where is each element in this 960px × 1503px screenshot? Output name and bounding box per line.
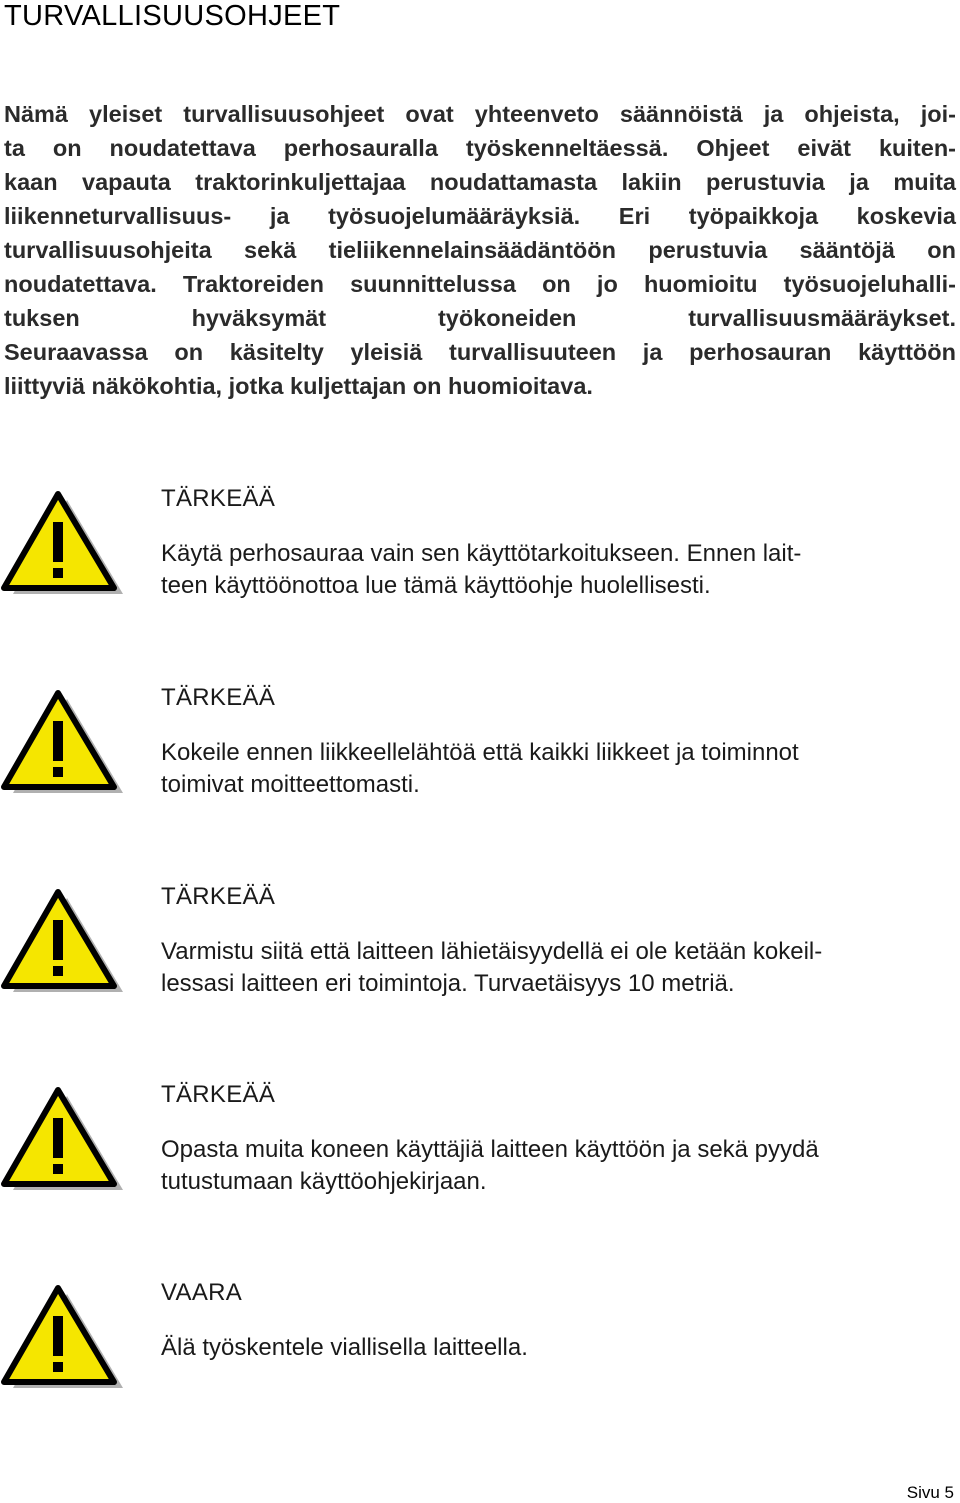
notice-line: Älä työskentele viallisella laitteella. <box>161 1334 528 1361</box>
notice-body <box>161 737 941 801</box>
notice-line: teen käyttöönottoa lue tämä käyttöohje huolellisesti. <box>161 572 711 599</box>
notice-heading: TÄRKEÄÄ <box>161 485 276 512</box>
notice-body <box>161 1134 941 1198</box>
intro-line: turvallisuusohjeita sekä tieliikennelainsäädäntöön perustuvia sääntöjä on <box>4 237 956 263</box>
warning-triangle-icon <box>0 886 124 994</box>
intro-paragraph <box>4 97 956 403</box>
notice-heading: TÄRKEÄÄ <box>161 883 276 910</box>
intro-line: liittyviä näkökohtia, jotka kuljettajan on huomioitava. <box>4 373 593 399</box>
warning-triangle-icon <box>0 687 124 795</box>
intro-line: Seuraavassa on käsitelty yleisiä turvallisuuteen ja perhosauran käyttöön <box>4 339 956 365</box>
intro-line: tuksen hyväksymät työkoneiden turvallisuusmääräykset. <box>4 305 956 331</box>
notice-line: toimivat moitteettomasti. <box>161 771 420 798</box>
warning-triangle-icon <box>0 1282 124 1390</box>
notice-line: tutustumaan käyttöohjekirjaan. <box>161 1168 487 1195</box>
intro-line: kaan vapauta traktorinkuljettajaa noudattamasta lakiin perustuvia ja muita <box>4 169 956 195</box>
intro-line: noudatettava. Traktoreiden suunnittelussa on jo huomioitu työsuojeluhalli- <box>4 271 956 297</box>
notice-line: Opasta muita koneen käyttäjiä laitteen käyttöön ja sekä pyydä <box>161 1136 819 1163</box>
page-title: TURVALLISUUSOHJEET <box>4 0 341 32</box>
notice-heading: VAARA <box>161 1279 243 1306</box>
warning-triangle-icon <box>0 488 124 596</box>
notice-body <box>161 936 941 1000</box>
notice-line: lessasi laitteen eri toimintoja. Turvaetäisyys 10 metriä. <box>161 970 735 997</box>
notice-heading: TÄRKEÄÄ <box>161 1081 276 1108</box>
notice-body <box>161 538 941 602</box>
intro-line: liikenneturvallisuus- ja työsuojelumääräyksiä. Eri työpaikkoja koskevia <box>4 203 956 229</box>
intro-line: ta on noudatettava perhosauralla työskenneltäessä. Ohjeet eivät kuiten- <box>4 135 956 161</box>
warning-triangle-icon <box>0 1084 124 1192</box>
notice-body <box>161 1332 941 1364</box>
notice-line: Kokeile ennen liikkeellelähtöä että kaikki liikkeet ja toiminnot <box>161 739 799 766</box>
notice-line: Varmistu siitä että laitteen lähietäisyydellä ei ole ketään kokeil- <box>161 938 823 965</box>
notice-heading: TÄRKEÄÄ <box>161 684 276 711</box>
notice-line: Käytä perhosauraa vain sen käyttötarkoitukseen. Ennen lait- <box>161 540 802 567</box>
intro-line: Nämä yleiset turvallisuusohjeet ovat yhteenveto säännöistä ja ohjeista, joi- <box>4 101 956 127</box>
page-number: Sivu 5 <box>906 1483 954 1502</box>
